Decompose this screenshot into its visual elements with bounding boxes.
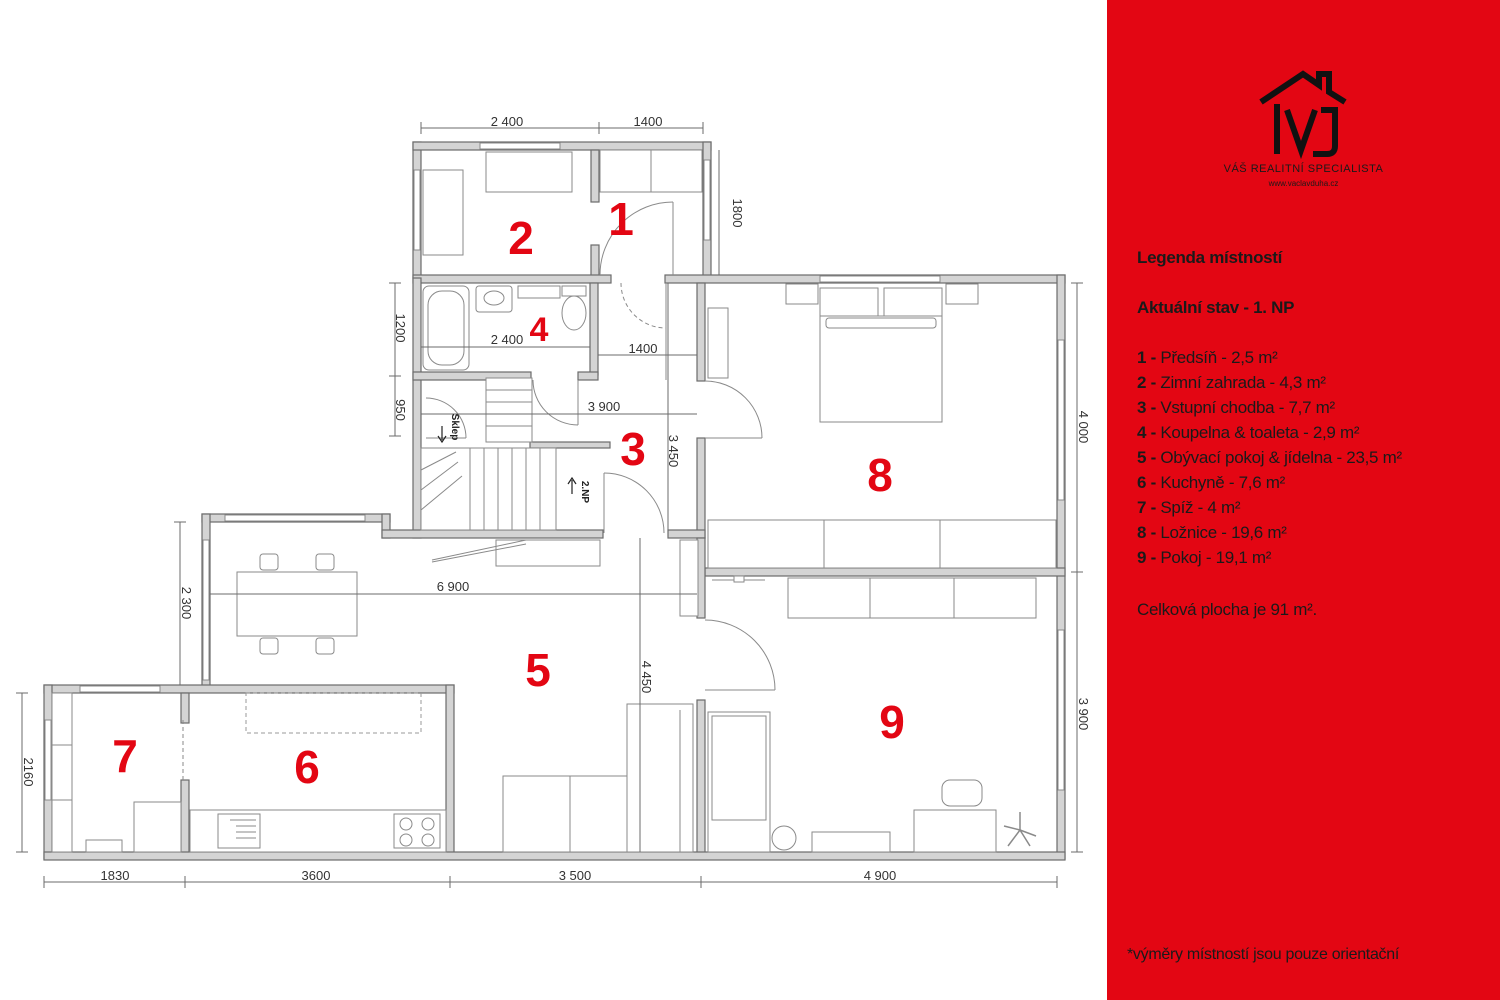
legend-item-label: Obývací pokoj & jídelna - 23,5 m²: [1155, 448, 1402, 467]
legend-item: [1137, 470, 1402, 495]
legend-item-number: 6 -: [1137, 473, 1156, 492]
footnote: *výměry místností jsou pouze orientační: [1127, 946, 1399, 963]
legend-item-number: 7 -: [1137, 498, 1156, 517]
dim-inner-6900: 6 900: [436, 579, 470, 594]
legend-item: [1137, 395, 1402, 420]
total-area: Celková plocha je 91 m².: [1137, 600, 1317, 619]
dim-right-4000: 4 000: [1076, 410, 1091, 444]
legend-item: [1137, 545, 1402, 570]
chair-star: [1004, 812, 1036, 846]
upstairs-arrow-icon: [568, 478, 576, 494]
legend-item-label: Pokoj - 19,1 m²: [1155, 548, 1272, 567]
room-number-1: 1: [608, 193, 634, 245]
legend-item: [1137, 345, 1402, 370]
legend-subtitle: Aktuální stav - 1. NP: [1137, 298, 1295, 317]
basement-arrow-icon: [438, 426, 446, 442]
dim-inner-4450: 4 450: [639, 660, 654, 694]
legend-item-label: Kuchyně - 7,6 m²: [1155, 473, 1286, 492]
house-logo-icon: [1257, 68, 1349, 160]
dim-left-2160: 2160: [21, 757, 36, 787]
furniture: [52, 150, 1056, 852]
legend-panel: [1107, 0, 1500, 1000]
dim-inner-1400: 1400: [628, 341, 658, 356]
room-number-5: 5: [525, 644, 551, 696]
legend-item: [1137, 520, 1402, 545]
legend-item-label: Zimní zahrada - 4,3 m²: [1155, 373, 1326, 392]
dim-bottom-3600: 3600: [301, 868, 331, 883]
legend-item-number: 8 -: [1137, 523, 1156, 542]
legend-item-number: 1 -: [1137, 348, 1156, 367]
room-number-3: 3: [620, 423, 646, 475]
legend-item-label: Spíž - 4 m²: [1155, 498, 1241, 517]
legend-item-number: 2 -: [1137, 373, 1156, 392]
dim-right-3900: 3 900: [1076, 697, 1091, 731]
room-number-8: 8: [867, 449, 893, 501]
room-number-4: 4: [529, 311, 549, 349]
legend-title: Legenda místností: [1137, 248, 1283, 267]
dim-right-1800: 1800: [730, 198, 745, 228]
room-legend-list: [1137, 345, 1402, 570]
legend-item-label: Ložnice - 19,6 m²: [1155, 523, 1287, 542]
legend-item: [1137, 495, 1402, 520]
dim-bottom-1830: 1830: [100, 868, 130, 883]
dim-bottom-4900: 4 900: [863, 868, 897, 883]
legend-item-label: Koupelna & toaleta - 2,9 m²: [1155, 423, 1360, 442]
room-number-6: 6: [294, 741, 320, 793]
legend-item-label: Předsíň - 2,5 m²: [1155, 348, 1278, 367]
brand-url: www.vaclavduha.cz: [1268, 179, 1339, 188]
room-number-2: 2: [508, 212, 534, 264]
legend-item-number: 9 -: [1137, 548, 1156, 567]
legend-item-number: 4 -: [1137, 423, 1156, 442]
basement-label: Sklep: [449, 413, 460, 441]
dim-left-950: 950: [393, 399, 408, 421]
dim-inner-2400: 2 400: [490, 332, 524, 347]
legend-item-label: Vstupní chodba - 7,7 m²: [1155, 398, 1335, 417]
legend-item-number: 3 -: [1137, 398, 1156, 417]
dim-left-1200: 1200: [393, 313, 408, 343]
legend-item: [1137, 445, 1402, 470]
legend-item: [1137, 420, 1402, 445]
room-number-7: 7: [112, 730, 138, 782]
dim-top-2400: 2 400: [490, 114, 524, 129]
dim-top-1400: 1400: [633, 114, 663, 129]
legend-item: [1137, 370, 1402, 395]
dim-inner-3450: 3 450: [666, 434, 681, 468]
dim-left-2300: 2 300: [179, 586, 194, 620]
legend-item-number: 5 -: [1137, 448, 1156, 467]
dim-inner-3900: 3 900: [587, 399, 621, 414]
brand-tagline: VÁŠ REALITNÍ SPECIALISTA: [1223, 163, 1384, 175]
room-number-9: 9: [879, 696, 905, 748]
upstairs-label: 2.NP: [579, 480, 590, 504]
dim-bottom-3500: 3 500: [558, 868, 592, 883]
